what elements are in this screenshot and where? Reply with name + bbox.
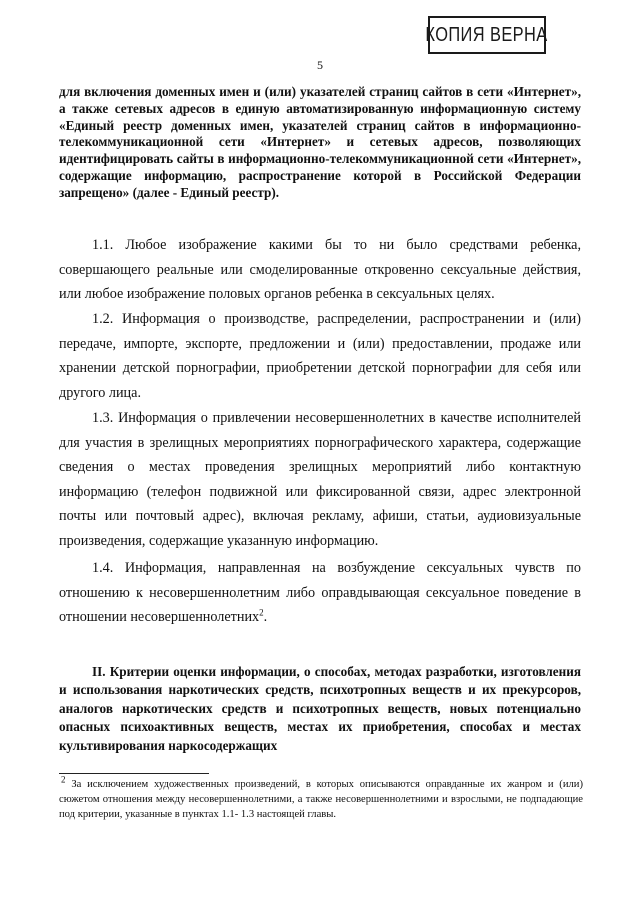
section-ii-title: II. Критерии оценки информации, о способах, методах разработки, изготовления и использования наркотических средств, психотропных веществ и их прекурсоров, аналогов наркотических средств и психотропных веществ, новых потенциально опасных психоактивных веществ, местах их приобретения, способах и местах культивирования наркосодержащих bbox=[59, 664, 581, 753]
certified-copy-stamp bbox=[425, 16, 549, 54]
footnote-marker: 2 bbox=[61, 774, 66, 785]
stamp-text: КОПИЯ ВЕРНА bbox=[425, 23, 549, 46]
footnote bbox=[59, 774, 583, 822]
footnote-text: За исключением художественных произведений, в которых описываются оправданные их жанром и (или) сюжетом отношения между несовершеннолетними, а также несовершеннолетними и взрослыми, не подпадающие под критерии, указанные в пунктах 1.1- 1.3 настоящей главы. bbox=[59, 779, 583, 820]
paragraph-1-2: 1.2. Информация о производстве, распределении, распространении и (или) передаче, импорте, экспорте, предложении и (или) предоставлении, продаже или хранении детской порнографии, приобретении детской порнографии для себя или другого лица. bbox=[59, 311, 581, 401]
paragraph-1-1: 1.1. Любое изображение какими бы то ни было средствами ребенка, совершающего реальные или смоделированные откровенно сексуальные действия, или любое изображение половых органов ребенка в сексуальных целях. bbox=[59, 237, 581, 302]
footnote-reference: 2 bbox=[259, 607, 264, 618]
paragraph-1-4 bbox=[59, 556, 581, 630]
paragraph-1-4-end: . bbox=[263, 609, 268, 625]
footnote-divider bbox=[59, 773, 209, 774]
page-number: 5 bbox=[317, 58, 323, 72]
intro-paragraph: для включения доменных имен и (или) указателей страниц сайтов в сети «Интернет», а также сетевых адресов в единую автоматизированную информационную систему «Единый реестр доменных имен, указателей страниц сайтов в информационно-телекоммуникационной сети «Интернет» и сетевых адресов, позволяющих идентифицировать сайты в информационно-телекоммуникационной сети «Интернет», содержащие информацию, распространение которой в Российской Федерации запрещено» (далее - Единый реестр). bbox=[59, 84, 581, 200]
paragraph-1-4-text: 1.4. Информация, направленная на возбуждение сексуальных чувств по отношению к несовершеннолетним либо оправдывающая сексуальное поведение в отношении несовершеннолетних bbox=[59, 560, 581, 625]
paragraph-1-3: 1.3. Информация о привлечении несовершеннолетних в качестве исполнителей для участия в зрелищных мероприятиях порнографического характера, содержащие сведения о местах проведения зрелищных мероприятий либо контактную информацию (телефон подвижной или фиксированной связи, адрес электронной почты или почтовый адрес), включая рекламу, афиши, статьи, аудиовизуальные произведения, содержащие указанную информацию. bbox=[59, 410, 581, 549]
